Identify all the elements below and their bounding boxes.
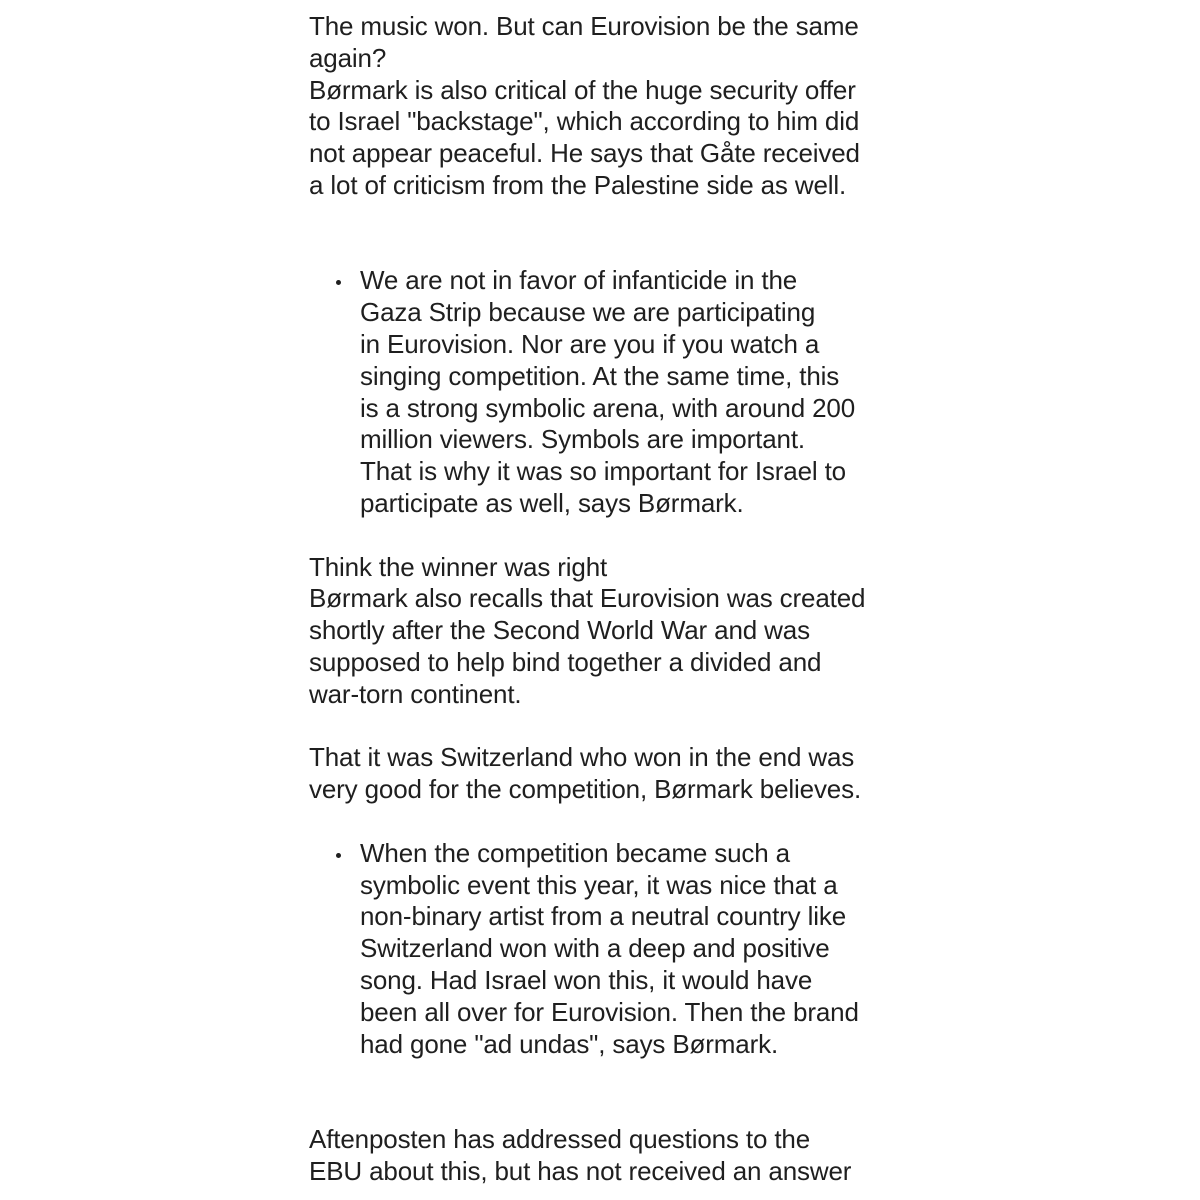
text-line: is a strong symbolic arena, with around 200 — [360, 392, 856, 423]
section-heading — [309, 11, 899, 75]
text-line: to Israel "backstage", which according to him did — [309, 106, 860, 137]
text-line: been all over for Eurovision. Then the brand — [360, 996, 859, 1027]
paragraph — [309, 742, 899, 806]
text-line: shortly after the Second World War and was — [309, 615, 810, 646]
text-line: war-torn continent. — [309, 678, 522, 709]
text-line: singing competition. At the same time, this — [360, 360, 840, 391]
paragraph — [309, 583, 899, 710]
text-line: That is why it was so important for Israel to — [360, 456, 846, 487]
spacer — [309, 202, 899, 266]
text-line: a lot of criticism from the Palestine side as well. — [309, 169, 847, 200]
text-line: That it was Switzerland who won in the end was — [309, 742, 855, 773]
text-line: Børmark is also critical of the huge security offer — [309, 74, 856, 105]
text-line: very good for the competition, Børmark believes. — [309, 774, 862, 805]
article-body — [309, 11, 899, 1187]
text-line: Think the winner was right — [309, 551, 608, 582]
text-line: When the competition became such a — [360, 837, 790, 868]
text-line: participate as well, says Børmark. — [360, 487, 744, 518]
text-line: Børmark also recalls that Eurovision was created — [309, 583, 866, 614]
text-line: had gone "ad undas", says Børmark. — [360, 1028, 779, 1059]
spacer — [309, 1060, 899, 1124]
text-line: non-binary artist from a neutral country like — [360, 901, 847, 932]
spacer — [309, 806, 899, 838]
section-heading — [309, 552, 899, 584]
quote-bullet — [309, 838, 899, 1061]
text-line: song. Had Israel won this, it would have — [360, 964, 813, 995]
text-line: again? — [309, 42, 387, 73]
text-line: Gaza Strip because we are participating — [360, 297, 816, 328]
text-line: in Eurovision. Nor are you if you watch a — [360, 328, 820, 359]
paragraph — [309, 75, 899, 202]
text-line: We are not in favor of infanticide in the — [360, 265, 798, 296]
text-line: Switzerland won with a deep and positive — [360, 933, 830, 964]
text-line: The music won. But can Eurovision be the same — [309, 11, 859, 41]
text-line: symbolic event this year, it was nice that a — [360, 869, 838, 900]
text-line: million viewers. Symbols are important. — [360, 424, 805, 455]
text-line: not appear peaceful. He says that Gåte received — [309, 138, 860, 169]
spacer — [309, 520, 899, 552]
spacer — [309, 711, 899, 743]
bullet-icon — [335, 838, 345, 870]
quote-bullet — [309, 265, 899, 519]
text-line: supposed to help bind together a divided and — [309, 646, 822, 677]
paragraph — [309, 1124, 899, 1188]
text-line: EBU about this, but has not received an answer — [309, 1155, 852, 1186]
bullet-icon — [335, 265, 345, 297]
text-line: Aftenposten has addressed questions to the — [309, 1123, 811, 1154]
